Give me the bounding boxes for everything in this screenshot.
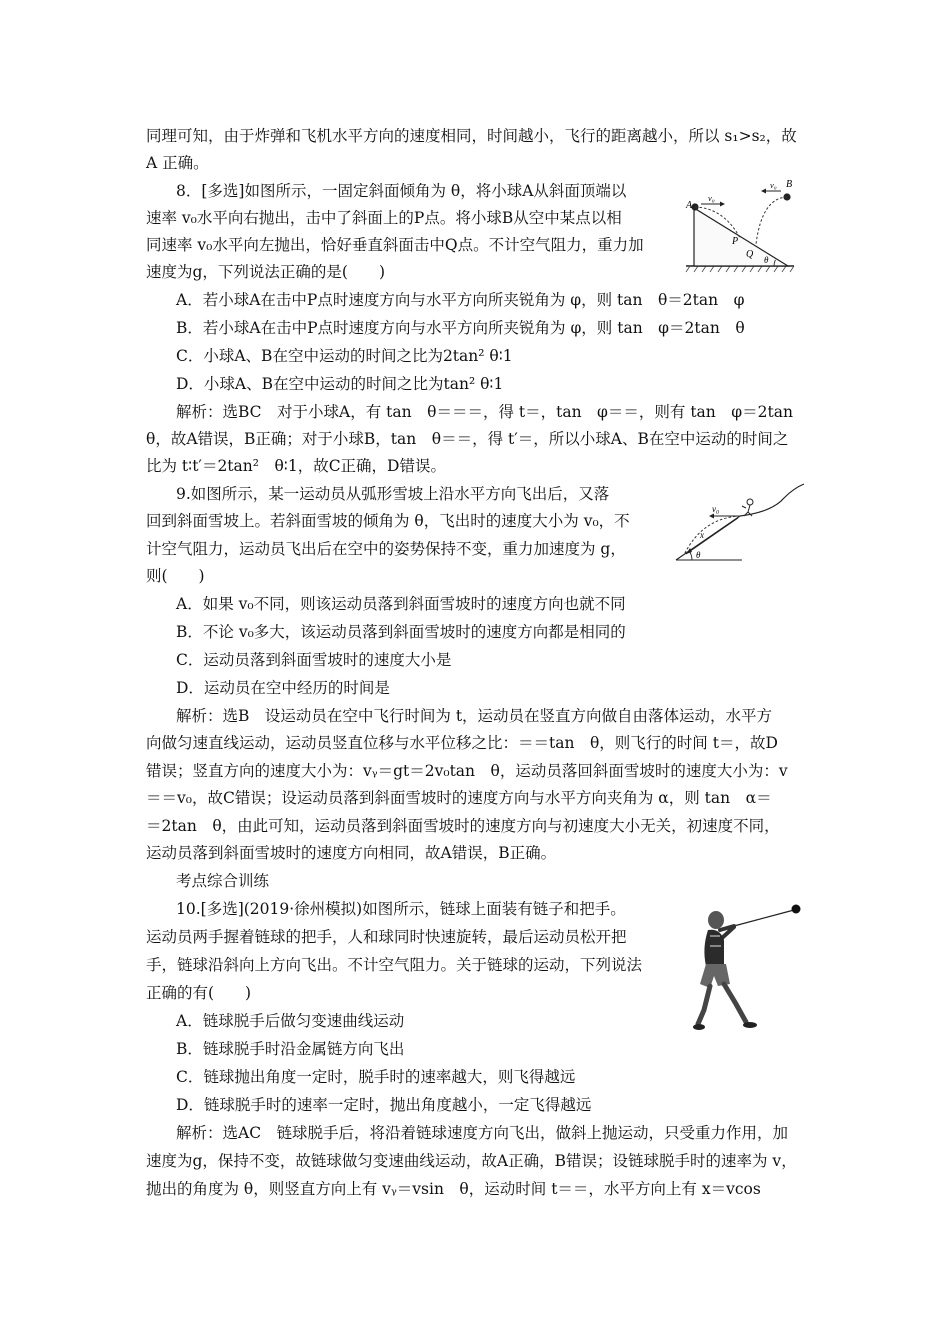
- q8-stem-line-2: 速率 v₀水平向右抛出，击中了斜面上的P点。将小球B从空中某点以相: [146, 209, 622, 227]
- q9-label-theta: θ: [696, 550, 701, 560]
- q8-incline-figure: [684, 178, 796, 274]
- q10-stem-line-2: 运动员两手握着链球的把手，人和球同时快速旋转，最后运动员松开把: [146, 928, 627, 946]
- q8-label-a: A: [686, 200, 693, 211]
- section-heading: 考点综合训练: [176, 872, 270, 890]
- q8-label-theta: θ: [764, 255, 769, 265]
- q10-answer-line-3: 抛出的角度为 θ，则竖直方向上有 vᵧ＝vsin θ，运动时间 t＝＝，水平方向上有 x＝vcos: [146, 1180, 761, 1198]
- q8-answer-line-3: 比为 t∶t′＝2tan² θ∶1，故C正确，D错误。: [146, 457, 446, 475]
- q8-label-v0-b: v₀: [770, 180, 777, 190]
- q8-answer-line-1: 解析：选BC 对于小球A，有 tan θ＝＝＝，得 t＝，tan φ＝＝，则有 tan φ＝2tan: [176, 403, 793, 421]
- q9-label-v0: v₀: [712, 504, 720, 514]
- q8-answer-line-2: θ，故A错误，B正确；对于小球B，tan θ＝＝，得 t′＝，所以小球A、B在空中运动的时间之: [146, 430, 789, 448]
- q9-option-a: A．如果 v₀不同，则该运动员落到斜面雪坡时的速度方向也就不同: [176, 595, 626, 613]
- q8-option-b: B．若小球A在击中P点时速度方向与水平方向所夹锐角为 φ，则 tan φ＝2tan θ: [176, 319, 745, 337]
- q10-stem-line-4: 正确的有( ): [146, 984, 252, 1002]
- intro-line-1: 同理可知，由于炸弹和飞机水平方向的速度相同，时间越小，飞行的距离越小，所以 s₁>s₂，故: [146, 127, 797, 145]
- q8-option-a: A．若小球A在击中P点时速度方向与水平方向所夹锐角为 φ，则 tan θ＝2tan φ: [176, 291, 745, 309]
- q10-option-b: B．链球脱手时沿金属链方向飞出: [176, 1040, 405, 1058]
- q10-answer-line-1: 解析：选AC 链球脱手后，将沿着链球速度方向飞出，做斜上抛运动，只受重力作用，加: [176, 1124, 789, 1142]
- q9-answer-line-2: 向做匀速直线运动，运动员竖直位移与水平位移之比：＝＝tan θ，则飞行的时间 t＝，故D: [146, 734, 778, 752]
- q8-label-b: B: [786, 179, 793, 190]
- q9-option-c: C．运动员落到斜面雪坡时的速度大小是: [176, 651, 452, 669]
- q9-option-b: B．不论 v₀多大，该运动员落到斜面雪坡时的速度方向都是相同的: [176, 623, 626, 641]
- q10-option-a: A．链球脱手后做匀变速曲线运动: [176, 1012, 405, 1030]
- q9-answer-line-4: ＝＝v₀，故C错误；设运动员落到斜面雪坡时的速度方向与水平方向夹角为 α，则 tan α＝: [146, 789, 772, 807]
- q9-answer-line-3: 错误；竖直方向的速度大小为：vᵧ＝gt＝2v₀tan θ，运动员落回斜面雪坡时的速度大小为：v: [146, 762, 788, 780]
- q10-stem-line-1: 10.[多选](2019·徐州模拟)如图所示，链球上面装有链子和把手。: [176, 900, 626, 918]
- q9-option-d: D．运动员在空中经历的时间是: [176, 679, 390, 697]
- q8-option-d: D．小球A、B在空中运动的时间之比为tan² θ∶1: [176, 375, 504, 393]
- q8-stem-line-1: 8．[多选]如图所示，一固定斜面倾角为 θ，将小球A从斜面顶端以: [176, 182, 627, 200]
- q9-stem-line-3: 计空气阻力，运动员飞出后在空中的姿势保持不变，重力加速度为 g，: [146, 540, 626, 558]
- q10-option-c: C．链球抛出角度一定时，脱手时的速率越大，则飞得越远: [176, 1068, 576, 1086]
- q9-stem-line-4: 则( ): [146, 567, 205, 585]
- q8-label-q: Q: [746, 249, 754, 260]
- q9-answer-line-1: 解析：选B 设运动员在空中飞行时间为 t，运动员在竖直方向做自由落体运动，水平方: [176, 707, 773, 725]
- q9-stem-line-1: 9.如图所示，某一运动员从弧形雪坡上沿水平方向飞出后，又落: [176, 485, 610, 503]
- q10-hammer-thrower-figure: [690, 900, 806, 1036]
- q10-answer-line-2: 速度为g，保持不变，故链球做匀变速曲线运动，故A正确，B错误；设链球脱手时的速率为 v，: [146, 1152, 797, 1170]
- q8-stem-line-3: 同速率 v₀水平向左抛出，恰好垂直斜面击中Q点。不计空气阻力，重力加: [146, 236, 644, 254]
- q9-answer-line-5: ＝2tan θ，由此可知，运动员落到斜面雪坡时的速度方向与初速度大小无关，初速度不同，: [146, 817, 780, 835]
- q10-stem-line-3: 手，链球沿斜向上方向飞出。不计空气阻力。关于链球的运动，下列说法: [146, 956, 643, 974]
- q8-stem-line-4: 速度为g，下列说法正确的是( ): [146, 263, 386, 281]
- intro-line-2: A 正确。: [146, 154, 209, 172]
- q9-label-x: x: [700, 530, 704, 540]
- q8-label-p: P: [732, 236, 739, 247]
- q9-ski-slope-figure: [672, 482, 808, 570]
- q9-stem-line-2: 回到斜面雪坡上。若斜面雪坡的倾角为 θ，飞出时的速度大小为 v₀，不: [146, 512, 630, 530]
- q8-label-v0-a: v₀: [708, 193, 715, 203]
- q9-answer-line-6: 运动员落到斜面雪坡时的速度方向相同，故A错误，B正确。: [146, 844, 557, 862]
- q8-option-c: C．小球A、B在空中运动的时间之比为2tan² θ∶1: [176, 347, 513, 365]
- q10-option-d: D．链球脱手时的速率一定时，抛出角度越小，一定飞得越远: [176, 1096, 592, 1114]
